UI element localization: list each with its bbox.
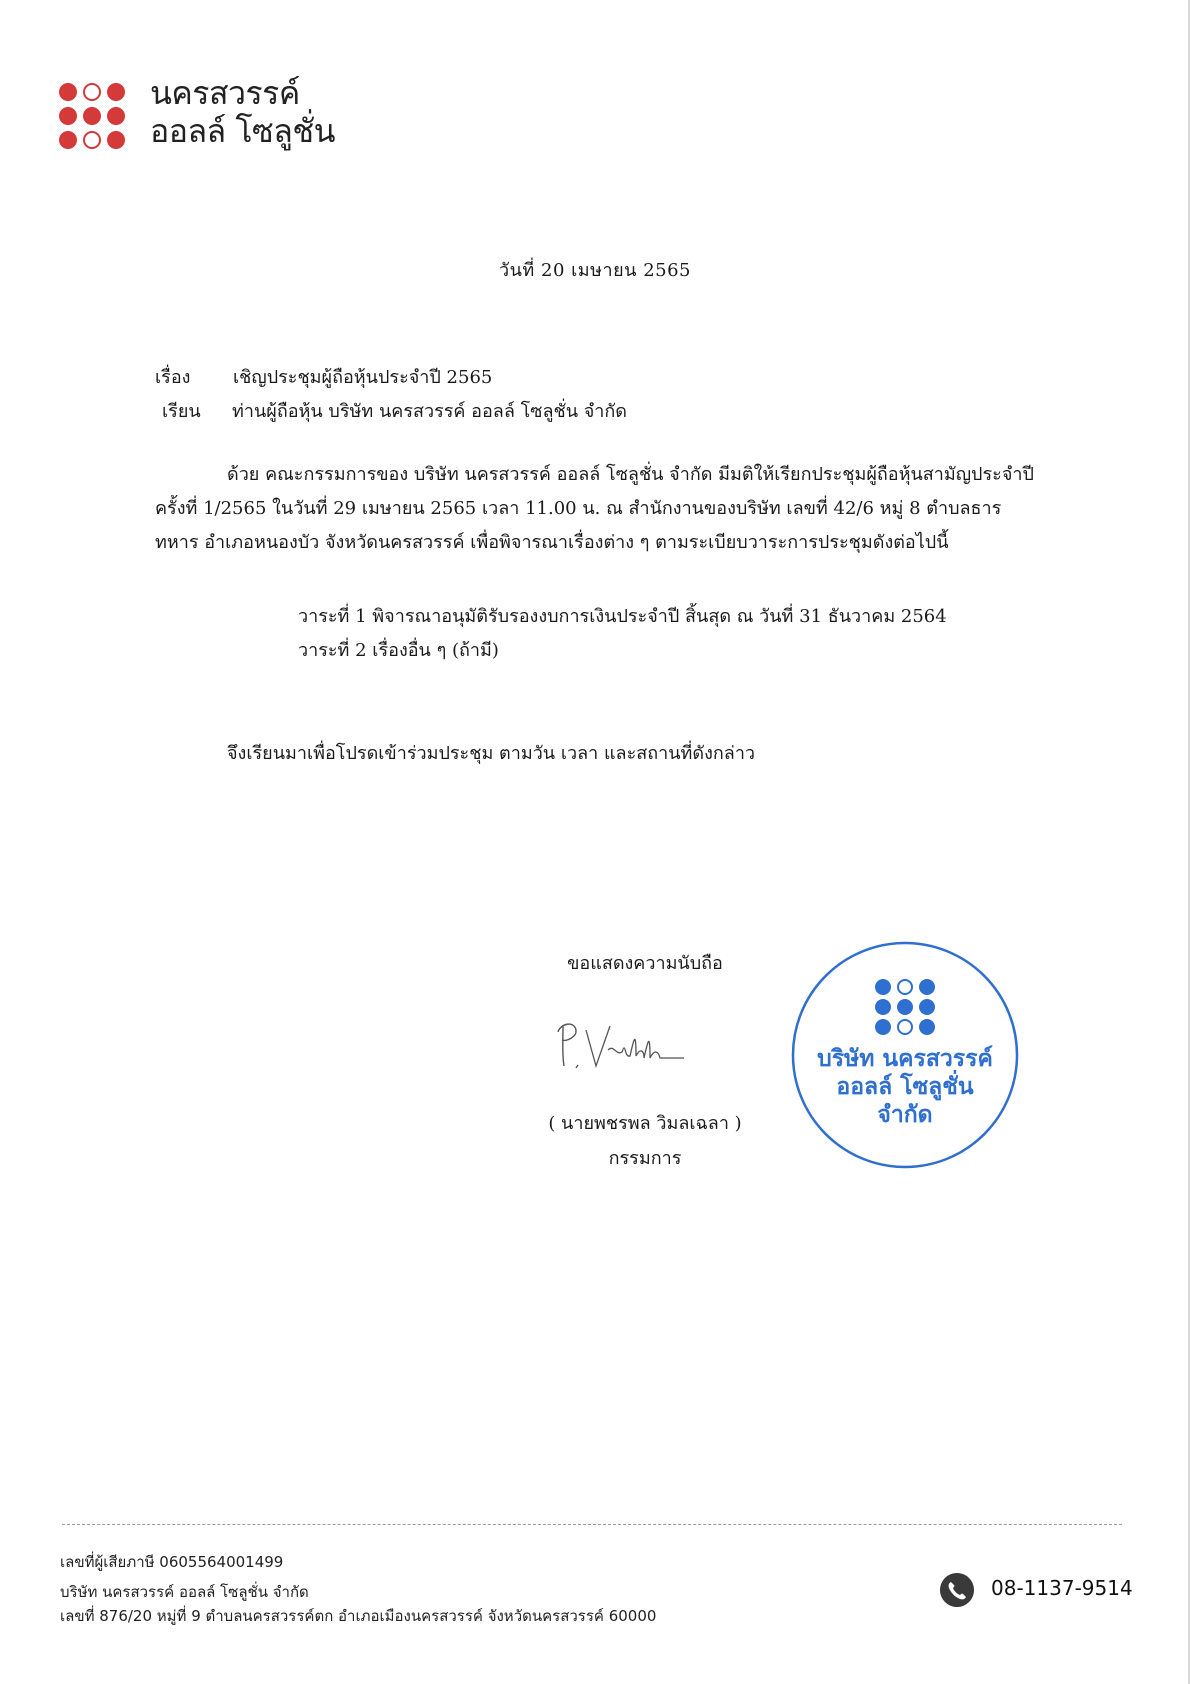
signatory-name: ( นายพชรพล วิมลเฉลา ) [548, 1113, 742, 1134]
subject-value: เชิญประชุมผู้ถือหุ้นประจำปี 2565 [233, 367, 493, 388]
body-line-3: ทหาร อำเภอหนองบัว จังหวัดนครสวรรค์ เพื่อพิจารณาเรื่องต่าง ๆ ตามระเบียบวาระการประชุมดังต่อไปนี้ [155, 532, 949, 553]
seal-text [790, 1045, 1020, 1129]
recipient-row [162, 396, 627, 425]
regards-text: ขอแสดงความนับถือ [567, 953, 723, 974]
agenda-item-2: วาระที่ 2 เรื่องอื่น ๆ (ถ้ามี) [298, 640, 499, 661]
body-line-1: ด้วย คณะกรรมการของ บริษัท นครสวรรค์ ออลล์ โซลูชั่น จำกัด มีมติให้เรียกประชุมผู้ถือหุ้นสามัญประจำปี [227, 464, 1034, 485]
body-paragraph [155, 458, 1055, 560]
recipient-value: ท่านผู้ถือหุ้น บริษัท นครสวรรค์ ออลล์ โซลูชั่น จำกัด [232, 401, 627, 422]
footer-divider [62, 1524, 1122, 1525]
recipient-label: เรียน [162, 401, 201, 422]
seal-line-2: ออลล์ โซลูชั่น [836, 1074, 974, 1100]
seal-line-3: จำกัด [877, 1102, 933, 1128]
footer-company-name: บริษัท นครสวรรค์ ออลล์ โซลูชั่น จำกัด [60, 1583, 309, 1601]
phone-number[interactable]: 08-1137-9514 [991, 1576, 1133, 1600]
footer-info [60, 1550, 656, 1628]
body-line-2: ครั้งที่ 1/2565 ในวันที่ 29 เมษายน 2565 เวลา 11.00 น. ณ สำนักงานของบริษัท เลขที่ 42/6 หมู่ 8 ตำบลธาร [155, 498, 1002, 519]
letter-date: วันที่ 20 เมษายน 2565 [499, 260, 691, 281]
subject-label: เรื่อง [155, 367, 191, 388]
agenda-item-1: วาระที่ 1 พิจารณาอนุมัติรับรองงบการเงินประจำปี สิ้นสุด ณ วันที่ 31 ธันวาคม 2564 [298, 606, 947, 627]
handwritten-signature [552, 1010, 692, 1080]
seal-line-1: บริษัท นครสวรรค์ [817, 1046, 993, 1072]
phone-icon [940, 1573, 974, 1607]
subject-row [155, 362, 492, 391]
logo-line-2: ออลล์ โซลูชั่น [150, 112, 335, 150]
footer-address: เลขที่ 876/20 หมู่ที่ 9 ตำบลนครสวรรค์ตก อำเภอเมืองนครสวรรค์ จังหวัดนครสวรรค์ 60000 [60, 1607, 657, 1625]
agenda-list [298, 600, 947, 668]
logo-wordmark [150, 74, 390, 150]
logo-line-1: นครสวรรค์ [150, 74, 300, 112]
closing-sentence: จึงเรียนมาเพื่อโปรดเข้าร่วมประชุม ตามวัน เวลา และสถานที่ดังกล่าว [227, 743, 756, 764]
tax-id: เลขที่ผู้เสียภาษี 0605564001499 [60, 1553, 284, 1571]
signatory-position: กรรมการ [608, 1148, 682, 1169]
logo-dots-icon [58, 82, 126, 150]
